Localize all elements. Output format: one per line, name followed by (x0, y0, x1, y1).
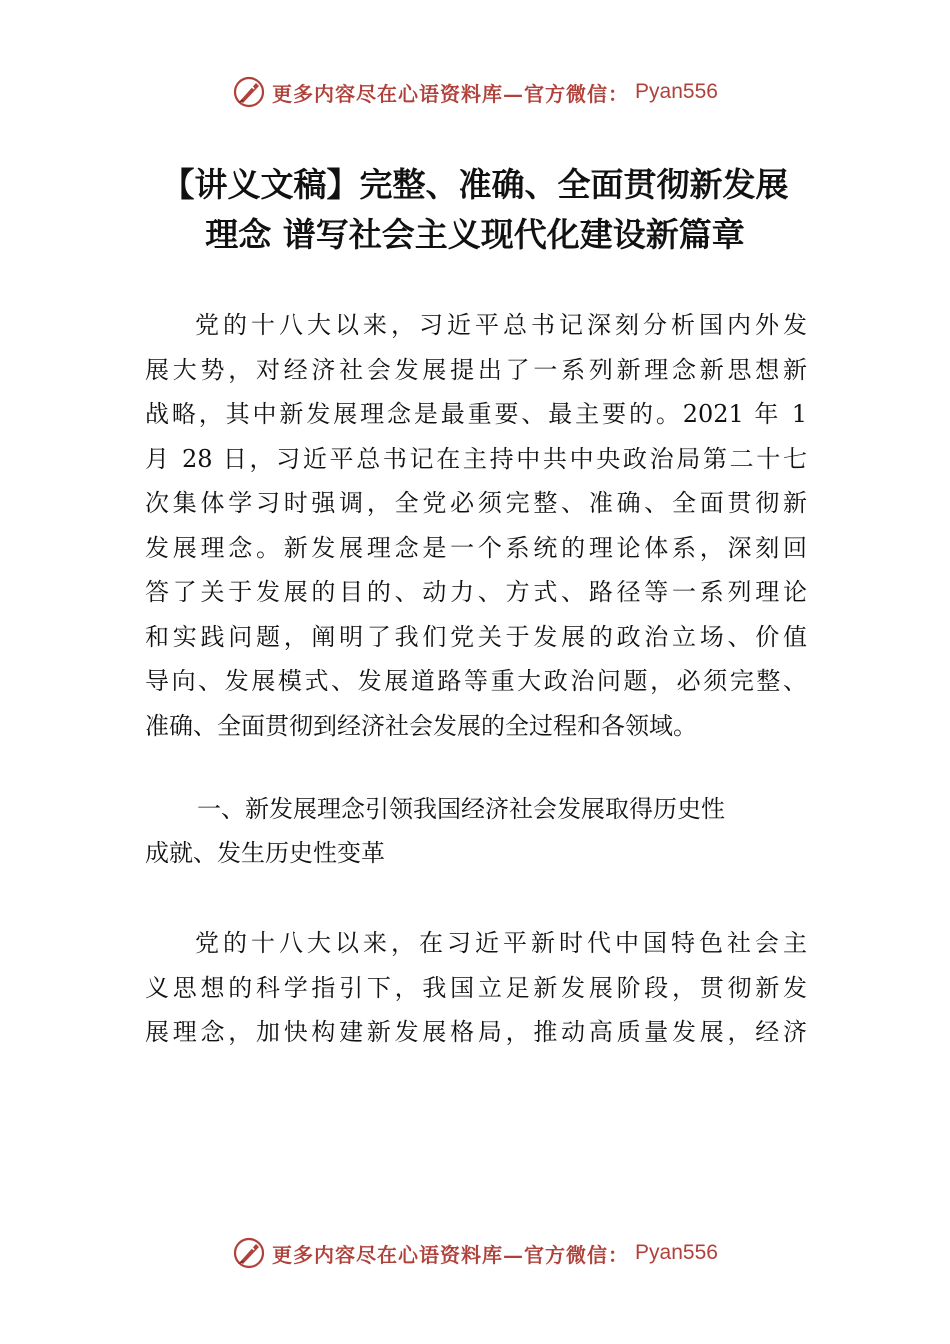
paragraph-line: 答了关于发展的目的、动力、方式、路径等一系列理论 (145, 578, 807, 606)
header-watermark-banner (0, 70, 950, 114)
paragraph-line: 发展理念。新发展理念是一个系统的理论体系，深刻回 (145, 533, 807, 562)
paragraph-line: 导向、发展模式、发展道路等重大政治问题，必须完整、 (145, 667, 807, 695)
paragraph-line: 和实践问题，阐明了我们党关于发展的政治立场、价值 (145, 622, 807, 651)
title-line-1: 【讲义文稿】完整、准确、全面贯彻新发展 (161, 165, 789, 204)
paragraph-line: 次集体学习时强调，全党必须完整、准确、全面贯彻新 (145, 489, 807, 517)
section-heading-1 (145, 787, 807, 875)
banner-wechat-handle: Pyan556 (635, 80, 718, 103)
banner-slogan: 更多内容尽在心语资料库—官方微信： (272, 1242, 630, 1267)
document-title (120, 160, 830, 260)
heading-line: 一、新发展理念引领我国经济社会发展取得历史性 (197, 795, 725, 823)
heading-line: 成就、发生历史性变革 (145, 839, 385, 867)
pen-quill-logo-icon (232, 1236, 266, 1270)
paragraph-line: 义思想的科学指引下，我国立足新发展阶段，贯彻新发 (145, 973, 807, 1002)
paragraph-line: 展大势，对经济社会发展提出了一系列新理念新思想新 (145, 355, 807, 384)
banner-slogan: 更多内容尽在心语资料库—官方微信： (272, 81, 630, 106)
pen-quill-logo-icon (232, 75, 266, 109)
paragraph-line: 月 28 日，习近平总书记在主持中共中央政治局第二十七 (145, 444, 807, 473)
paragraph-line: 展理念，加快构建新发展格局，推动高质量发展，经济 (145, 1018, 807, 1046)
banner-wechat-handle: Pyan556 (635, 1241, 718, 1264)
paragraph-line: 战略，其中新发展理念是最重要、最主要的。2021 年 1 (145, 400, 807, 428)
title-line-2: 理念 谱写社会主义现代化建设新篇章 (205, 215, 745, 254)
paragraph-line: 党的十八大以来，在习近平新时代中国特色社会主 (195, 929, 807, 957)
paragraph-line: 准确、全面贯彻到经济社会发展的全过程和各领域。 (145, 711, 697, 740)
footer-watermark-banner (0, 1231, 950, 1275)
intro-paragraph (145, 303, 807, 748)
section-1-paragraph (145, 921, 807, 1055)
paragraph-line: 党的十八大以来，习近平总书记深刻分析国内外发 (195, 311, 807, 339)
